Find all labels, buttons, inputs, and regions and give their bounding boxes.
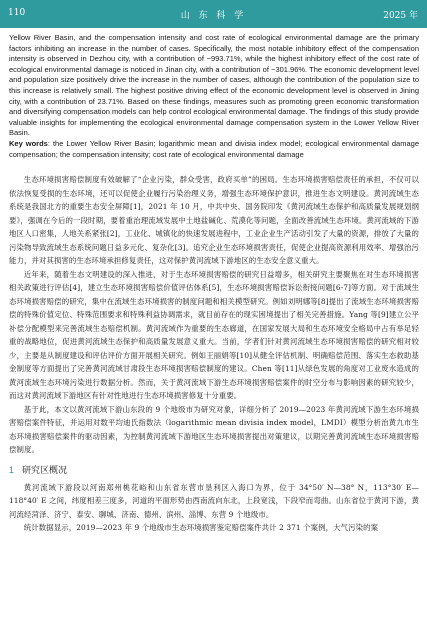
keywords: Key words: the Lower Yellow River Basin; logarithmic mean and divisia index model; ecological environmental damage compensation; the compensation intensity; cost rate of ecological environmental damage: [9, 138, 419, 159]
journal-title: 山 东 科 学: [180, 11, 247, 21]
section-paragraph-2: 统计数据显示，2019—2023 年 9 个地级市生态环境损害鉴定赔偿案件共计 2 371 个案例，大气污染的案: [23, 523, 379, 533]
page-content: [9, 33, 419, 535]
page-header: [0, 0, 427, 28]
keywords-text: the Lower Yellow River Basin; logarithmic mean and divisia index model; ecological environmental damage compensation; the compensation intensity; cost rate of ecological environmental damage: [9, 138, 419, 159]
section-paragraph-1: 黄河流域下游段以河南郑州桃花峪和山东省东营市垦利区入海口为界，位于 34°50′ N—38° N，113°30′ E—118°40′ E 之间，纬度相差三度多，河道的平面形势由西南流向东北，上段宽浅，下段窄而弯曲。山东省位于黄河下游，黄河流经菏泽、济宁、泰安、聊城、济南、德州、滨州、淄博、东营 9 个地级市。: [9, 482, 419, 519]
body-paragraph-1: 生态环境损害赔偿制度有效破解了“企业污染，群众受害，政府买单”的困局。生态环境损害赔偿责任的承担，不仅可以依法恢复受损的生态环境，还可以促使企业履行污染治理义务，增强生态环境保护意识，推进生态文明建设。黄河流域生态系统是我国北方的重要生态安全屏障[1]，2021 年 10 月，中共中央、国务院印发《黄河流域生态保护和高质量发展规划纲要》，强调在今后的一段时期，要着重治理流域发展中土地盐碱化、荒漠化等问题，全面改善流域生态环境。黄河流域的下游地区人口密集，人地关系紧张[2]，工业化、城镇化的快速发展进程中，工业企业生产活动引发了大量的资源，排放了大量的污染物导致流域生态系统问题日益多元化、复杂化[3]。追究企业生态环境损害责任，促使企业提高资源利用效率、增强治污能力，并对其损害的生态环境承担修复责任，这对保护黄河流域下游地区的生态安全意义重大。: [9, 175, 419, 266]
body-paragraph-2: 近年来，随着生态文明建设的深入推进，对于生态环境损害赔偿的研究日益增多，相关研究主要聚焦在对生态环境损害相关政策进行评估[4]，建立生态环境损害赔偿价值评估体系[5]，生态环境损害赔偿诉讼衔接问题[6-7]等方面。对于流域生态环境损害赔偿的研究，集中在流域生态环境损害的制度问题和相关模型研究。例如刘明娜等[8]提出了流域生态环境损害赔偿的特殊价值定位、特殊范围要求和特殊利益协调需求，就目前存在的现实困境提出了相关完善措施。Yang 等[9]建立公平补偿分配模型来完善流域生态赔偿机制。黄河流域作为重要的生态廊道，在国家发展大局和生态环境安全格局中占有举足轻重的战略地位，促进黄河流域生态保护和高质量发展意义重大。当前，学者们针对黄河流域生态环境损害赔偿的研究相对较少，主要是从制度建设和评估评价方面开展相关研究。例如王丽娟等[10]从健全评估机制、明确赔偿范围、落实生态救助基金制度等方面提出了完善黄河流域甘肃段生态环境损害赔偿制度的建议。Chen 等[11]从绿色发展的角度对工业废水造成的黄河流域生态环境污染进行数据分析。然而，关于黄河流域下游生态环境损害赔偿案件的时空分布与影响因素的研究较少，而这对黄河流域下游地区有针对性地进行生态环境损害修复十分重要。: [9, 269, 419, 401]
section-title: 研究区概况: [22, 464, 68, 475]
section-heading: [9, 463, 419, 476]
page-number: 110: [8, 8, 26, 18]
keywords-label: Key words: [9, 138, 48, 148]
body-paragraph-3: 基于此，本文以黄河流域下游山东段的 9 个地级市为研究对象，详细分析了 2019—2023 年黄河流域下游生态环境损害赔偿案件特征，并运用对数平均迪氏指数法（logarithmic mean divisia index model，LMDI）模型分析治黄九市生态环境损害赔偿案件的驱动因素，为控制黄河流域下游地区生态环境损害提出对策建议，以期完善黄河流域生态环境损害赔偿制度。: [9, 404, 419, 455]
english-abstract: Yellow River Basin, and the compensation intensity and cost rate of ecological environmental damage are the primary factors inhibiting an increase in the number of cases. Specifically, the most notable inhibitory effect of the compensation intensity is observed in Dezhou city, with a contribution of −993.71%, while the highest inhibitory effect of the cost rate of ecological environmental damage is noticed in Jinan city, with a contribution of −301.96%. The economic development level and population size positively drive the increase in the number of cases, although the contribution of the population size to this increase is relatively small. The highest positive driving effect of the economic development level is observed in Jining city, with a contribution of 23.71%. Based on these findings, measures such as promoting green economic transformation and diversifying compensation models can help control ecological environmental damage. The findings of this study provide valuable insights for implementing the ecological environmental damage compensation system in the Lower Yellow River Basin.: [9, 33, 419, 138]
publication-year: 2025 年: [383, 11, 418, 21]
section-number: 1: [9, 464, 15, 475]
